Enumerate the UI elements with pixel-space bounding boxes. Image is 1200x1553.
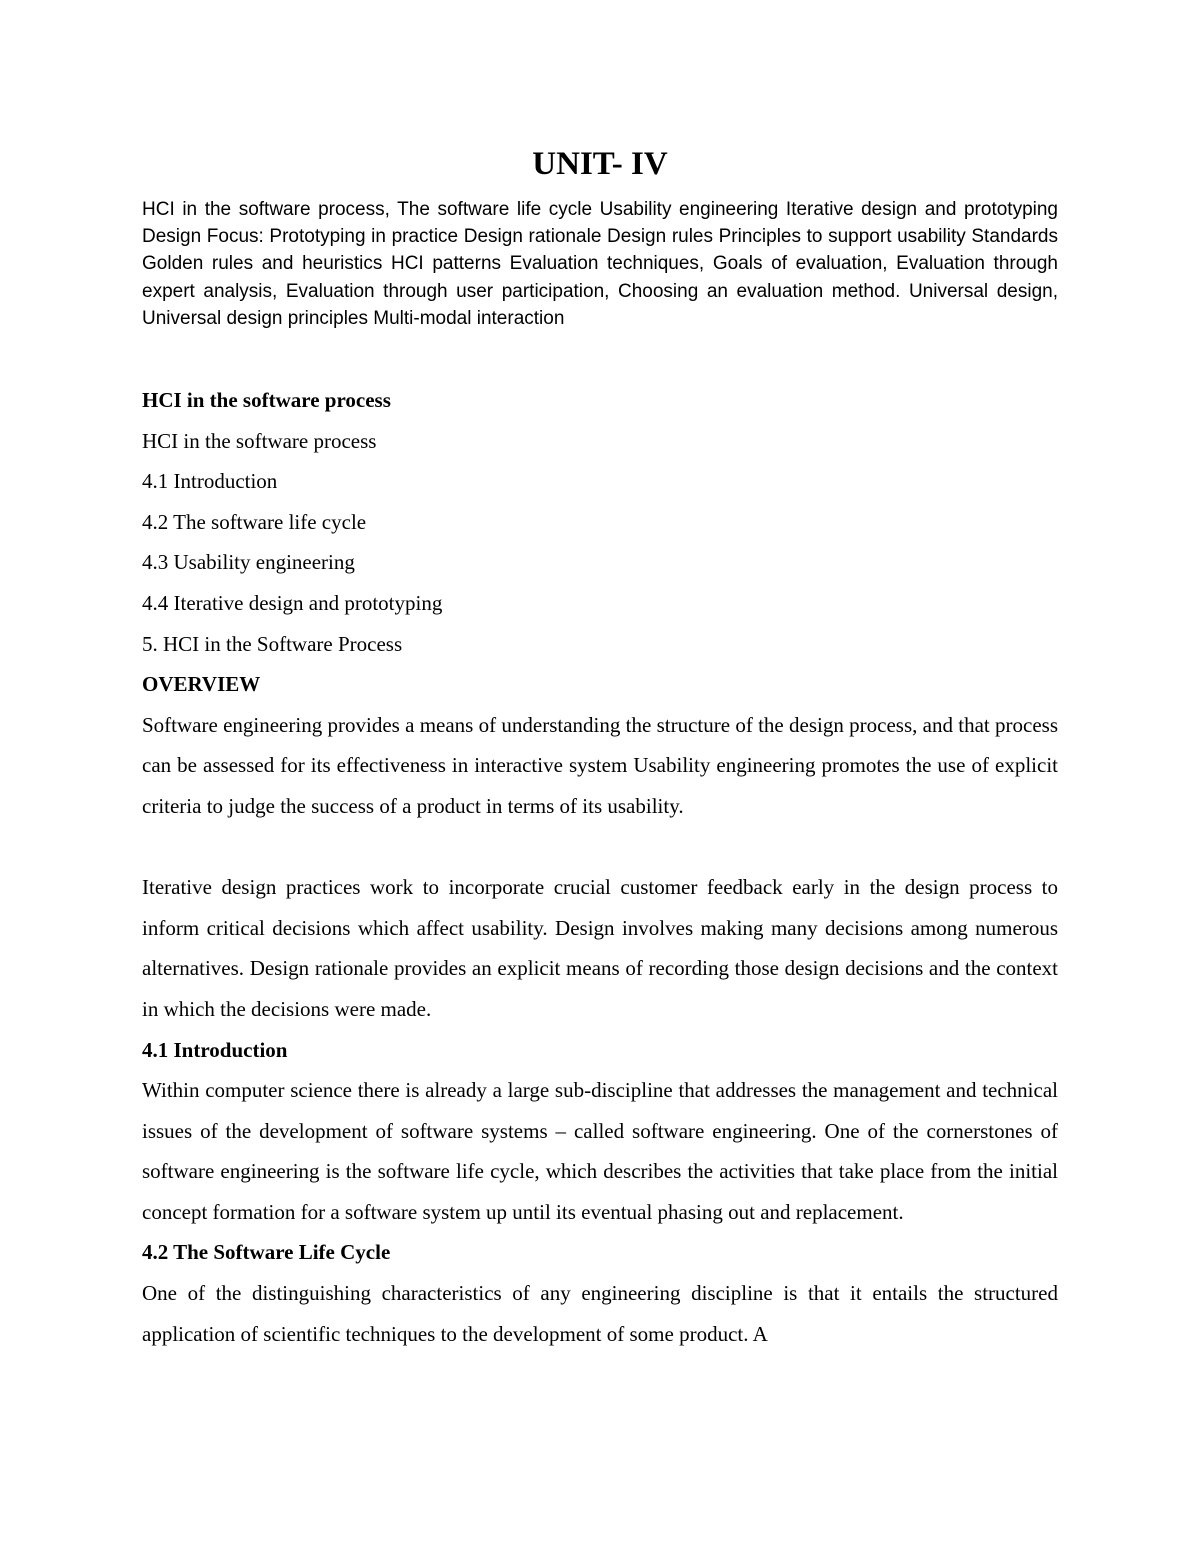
life-cycle-paragraph: One of the distinguishing characteristics of any engineering discipline is that it entails the structured application of scientific techniques to the development of some product. A: [142, 1281, 1058, 1346]
introduction-paragraph: Within computer science there is already a large sub-discipline that addresses the management and technical issues of the development of software systems – called software engineering. One of the cornerstones of software engineering is the software life cycle, which describes the activities that take place from the initial concept formation for a software system up until its eventual phasing out and replacement.: [142, 1078, 1058, 1224]
contents-item: 4.2 The software life cycle: [142, 509, 367, 534]
contents-item: HCI in the software process: [142, 428, 377, 453]
contents-item: 4.4 Iterative design and prototyping: [142, 590, 443, 615]
overview-paragraph-1: Software engineering provides a means of understanding the structure of the design process, and that process can be assessed for its effectiveness in interactive system Usability engineering promotes the use of explicit criteria to judge the success of a product in terms of its usability.: [142, 712, 1058, 818]
section-heading-hci: HCI in the software process: [142, 388, 391, 413]
overview-paragraph-2: Iterative design practices work to incorporate crucial customer feedback early in the design process to inform critical decisions which affect usability. Design involves making many decisions among numerous alternatives. Design rationale provides an explicit means of recording those design decisions and the context in which the decisions were made.: [142, 875, 1058, 1021]
contents-item: 4.1 Introduction: [142, 469, 278, 494]
introduction-heading: 4.1 Introduction: [142, 1037, 288, 1062]
contents-item: 5. HCI in the Software Process: [142, 631, 403, 656]
overview-heading: OVERVIEW: [142, 672, 261, 697]
contents-item: 4.3 Usability engineering: [142, 550, 355, 575]
paragraph-gap: [142, 827, 1058, 868]
syllabus-paragraph: HCI in the software process, The software life cycle Usability engineering Iterative design and prototyping Design Focus: Prototyping in practice Design rationale Design rules Principles to support usability Standards Golden rules and heuristics HCI patterns Evaluation techniques, Goals of evaluation, Evaluation through expert analysis, Evaluation through user participation, Choosing an evaluation method. Universal design, Universal design principles Multi-modal interaction: [142, 199, 1058, 329]
page-title: UNIT- IV: [532, 146, 668, 182]
document-page: [142, 140, 1058, 1354]
life-cycle-heading: 4.2 The Software Life Cycle: [142, 1240, 391, 1265]
